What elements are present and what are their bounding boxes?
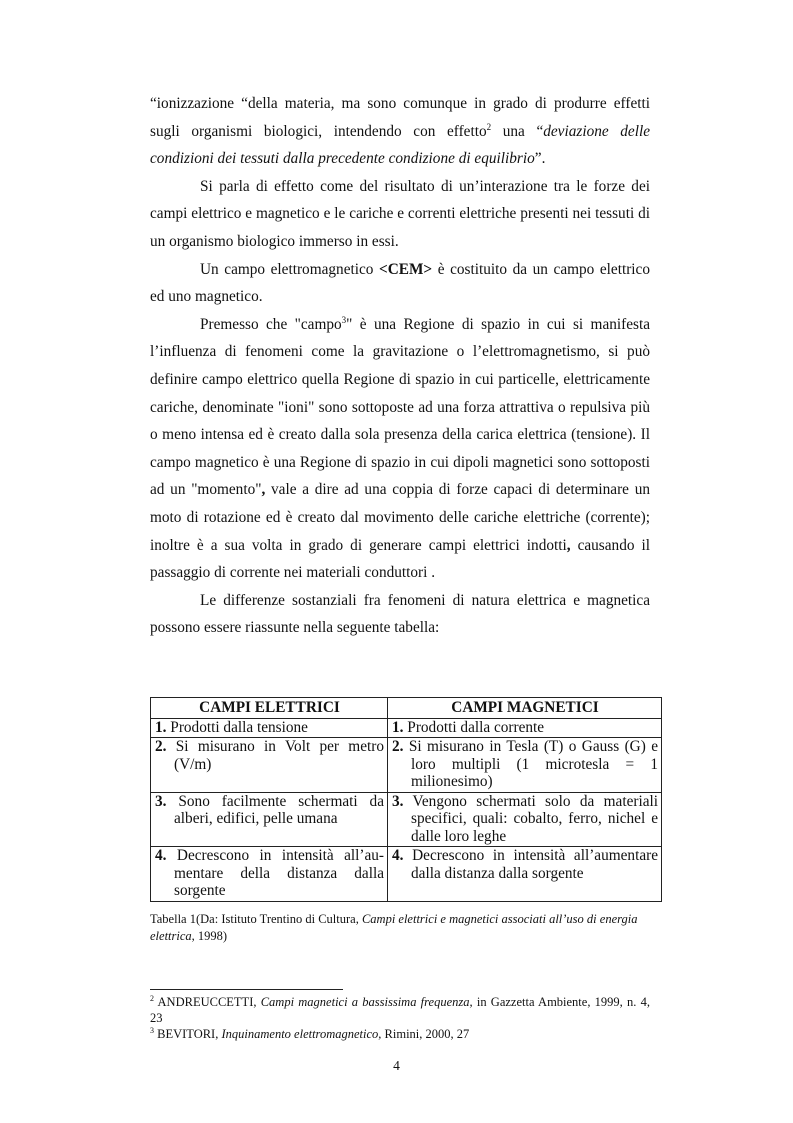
table-row [151, 738, 662, 793]
table-cell-electric: 4. Decrescono in intensità all’au- mentare della distanza dalla sorgente [151, 847, 388, 902]
header-electric-fields: CAMPI ELETTRICI [151, 698, 388, 719]
body-text [150, 90, 650, 642]
paragraph-5: Le differenze sostanziali fra fenomeni di natura elettrica e magnetica possono essere riassunte nella seguente tabella: [150, 591, 650, 637]
table-row [151, 718, 662, 738]
comparison-table [150, 697, 662, 902]
footnotes [150, 994, 650, 1042]
footnote-divider [150, 989, 343, 990]
paragraph-4: Premesso che "campo$^3$" è una Regione di spazio in cui si manifesta l’influenza di fenomeni come la gravitazione o l’elettromagnetismo, si può definire campo elettrico quella Regione di spazio in cui particelle, elettricamente cariche, denominate "ioni" sono sottoposte ad una forza attrattiva o repulsiva più o meno intensa ed è creato dalla sola presenza della carica elettrica (tensione). Il campo magnetico è una Regione di spazio in cui dipoli magnetici sono sottoposti ad un "momento", vale a dire ad una coppia di forze capaci di determinare un moto di rotazione ed è creato dal movimento delle cariche elettriche (corrente); inoltre è a sua volta in grado di generare campi elettrici indotti, causando il passaggio di corrente nei materiali conduttori . [150, 314, 651, 582]
header-magnetic-fields: CAMPI MAGNETICI [388, 698, 662, 719]
footnote-ref-2[interactable]: 2 [486, 121, 492, 132]
table-cell-magnetic: 1. Prodotti dalla corrente [388, 718, 662, 738]
table-cell-magnetic: 2. Si misurano in Tesla (T) o Gauss (G) e loro multipli (1 microtesla = 1 milionesimo) [388, 738, 662, 793]
table-row [151, 847, 662, 902]
page-number: 4 [393, 1058, 400, 1073]
footnote-ref-3[interactable]: 3 [341, 314, 347, 325]
table-cell-electric: 2. Si misurano in Volt per metro (V/m) [151, 738, 388, 793]
paragraph-1: “ionizzazione “della materia, ma sono comunque in grado di produrre effetti sugli organismi biologici, intendendo con effetto$^2$ una “deviazione delle condizioni dei tessuti dalla precedente condizione di equilibrio”. [150, 95, 650, 168]
paragraph-3: Un campo elettromagnetico <CEM> è costituito da un campo elettrico ed uno magnetico. [150, 260, 650, 306]
table-cell-magnetic: 3. Vengono schermati solo da materiali specifici, quali: cobalto, ferro, nichel e dalle loro leghe [388, 792, 662, 847]
paragraph-2: Si parla di effetto come del risultato di un’interazione tra le forze dei campi elettrico e magnetico e le cariche e correnti elettriche presenti nei tessuti di un organismo biologico immerso in essi. [150, 177, 650, 250]
table-cell-electric: 1. Prodotti dalla tensione [151, 718, 388, 738]
footnote-3: $^3$ BEVITORI, Inquinamento elettromagnetico, Rimini, 2000, 27 [150, 1026, 470, 1041]
table-caption: Tabella 1(Da: Istituto Trentino di Cultura, Campi elettrici e magnetici associati all’uso di energia elettrica, 1998) [150, 912, 638, 943]
table-cell-electric: 3. Sono facilmente schermati da alberi, edifici, pelle umana [151, 792, 388, 847]
table-header-row [151, 698, 662, 719]
footnote-2: $^2$ ANDREUCCETTI, Campi magnetici a bassissima frequenza, in Gazzetta Ambiente, 1999, n. 4, 23 [150, 994, 650, 1025]
table-cell-magnetic: 4. Decrescono in intensità all’aumentare dalla distanza dalla sorgente [388, 847, 662, 902]
table-row [151, 792, 662, 847]
